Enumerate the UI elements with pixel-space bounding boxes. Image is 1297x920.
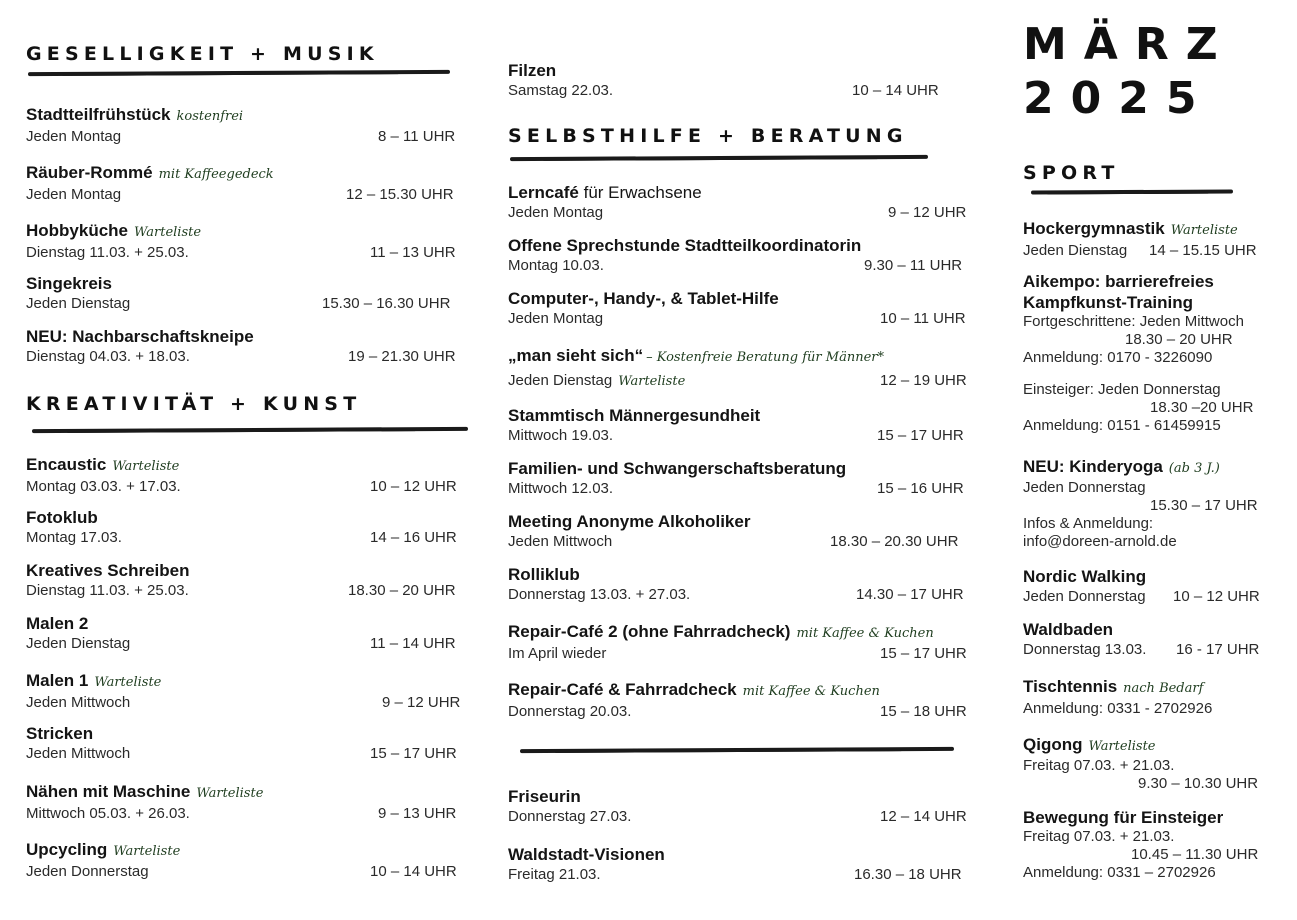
event-filzen (508, 60, 939, 101)
event-time: 9 – 12 UHR (382, 694, 461, 711)
event-day: Jeden Montag (26, 186, 122, 203)
event-day: Montag 17.03. (26, 529, 122, 546)
event-contact: info@doreen-arnold.de (1023, 533, 1177, 550)
event-title: Singekreis (26, 274, 112, 293)
event-time: 15 – 18 UHR (880, 703, 967, 720)
event-title: Meeting Anonyme Alkoholiker (508, 512, 751, 531)
event-time: 11 – 14 UHR (370, 635, 456, 652)
brush-divider (1031, 189, 1233, 194)
event-note: nach Bedarf (1123, 681, 1204, 696)
event-time: 15 – 17 UHR (877, 427, 964, 444)
brush-divider (28, 70, 450, 76)
event-title: Malen 2 (26, 614, 89, 633)
event-time: 18.30 – 20 UHR (1125, 331, 1233, 348)
event-note: Warteliste (94, 675, 162, 690)
event-title: Malen 1 (26, 671, 89, 690)
event-waldbaden (1023, 619, 1260, 660)
event-day: Dienstag 11.03. + 25.03. (26, 582, 189, 599)
event-computer-hilfe (508, 288, 966, 329)
event-nachbarschaftskneipe (26, 326, 456, 367)
event-repair-cafe-2 (508, 621, 967, 664)
event-note: kostenfrei (176, 109, 244, 124)
event-time: 12 – 15.30 UHR (346, 186, 454, 203)
section-title-kreativitaet: KREATIVITÄT + KUNST (26, 393, 362, 415)
event-title: NEU: Nachbarschaftskneipe (26, 327, 254, 346)
event-day: Freitag 21.03. (508, 866, 601, 883)
event-time: 10 – 11 UHR (880, 310, 966, 327)
year-heading: 2025 (1023, 73, 1214, 124)
event-time: 9 – 12 UHR (888, 204, 967, 221)
event-note: – Kostenfreie Beratung für Männer* (646, 350, 884, 365)
event-title: Stammtisch Männergesundheit (508, 406, 761, 425)
event-title: Kreatives Schreiben (26, 561, 190, 580)
event-day: Mittwoch 19.03. (508, 427, 614, 444)
event-malen-1 (26, 670, 461, 713)
event-time: 10 – 14 UHR (852, 82, 939, 99)
event-time: 9 – 13 UHR (378, 805, 457, 822)
event-title-line2: Kampfkunst-Training (1023, 293, 1194, 312)
event-day: Jeden Donnerstag (1023, 588, 1146, 605)
event-title: Computer-, Handy-, & Tablet-Hilfe (508, 289, 779, 308)
event-title: Qigong (1023, 735, 1083, 754)
event-title: Waldbaden (1023, 620, 1114, 639)
event-title: Familien- und Schwangerschaftsberatung (508, 459, 847, 478)
event-malen-2 (26, 613, 456, 654)
event-time: 16.30 – 18 UHR (854, 866, 962, 883)
event-contact: Anmeldung: 0331 - 2702926 (1023, 700, 1213, 717)
event-man-sieht-sich (508, 345, 967, 392)
brush-divider (32, 427, 468, 433)
event-waldstadt-visionen (508, 844, 962, 885)
event-time: 10 – 12 UHR (370, 478, 457, 495)
event-note: mit Kaffee & Kuchen (742, 684, 880, 699)
event-contact: Anmeldung: 0151 - 61459915 (1023, 417, 1221, 434)
event-day: Mittwoch 12.03. (508, 480, 614, 497)
event-fotoklub (26, 507, 457, 548)
event-familienberatung (508, 458, 964, 499)
event-note: Warteliste (134, 225, 202, 240)
event-time: 11 – 13 UHR (370, 244, 456, 261)
event-time: 15 – 17 UHR (370, 745, 457, 762)
event-nordic-walking (1023, 566, 1260, 607)
event-note: Warteliste (1088, 739, 1156, 754)
event-day: Jeden Dienstag (1023, 242, 1128, 259)
event-day: Dienstag 04.03. + 18.03. (26, 348, 190, 365)
event-stricken (26, 723, 457, 764)
event-title: „man sieht sich“ (508, 346, 644, 365)
event-info: Einsteiger: Jeden Donnerstag (1023, 381, 1221, 398)
event-note: Warteliste (113, 844, 181, 859)
event-stadtteilfruehstueck (26, 104, 460, 147)
event-anonyme-alkoholiker (508, 511, 959, 552)
event-title: Repair-Café 2 (ohne Fahrradcheck) (508, 622, 791, 641)
event-time: 15 – 17 UHR (880, 645, 967, 662)
event-time: 10 – 14 UHR (370, 863, 457, 880)
section-title-geselligkeit: GESELLIGKEIT + MUSIK (26, 43, 379, 65)
event-title: Offene Sprechstunde Stadtteilkoordinatorin (508, 236, 862, 255)
event-note: Warteliste (112, 459, 180, 474)
event-title: Hockergymnastik (1023, 219, 1165, 238)
event-title: Repair-Café & Fahrradcheck (508, 680, 737, 699)
event-title-suffix: für Erwachsene (578, 183, 702, 202)
event-title: Stadtteilfrühstück (26, 105, 171, 124)
event-kinderyoga (1023, 456, 1258, 551)
event-tischtennis (1023, 676, 1212, 719)
event-day: Freitag 07.03. + 21.03. (1023, 828, 1175, 845)
event-day: Jeden Mittwoch (508, 533, 613, 550)
event-raeuber-romme (26, 162, 454, 205)
event-time: 14 – 16 UHR (370, 529, 457, 546)
event-day: Jeden Dienstag (26, 295, 131, 312)
event-title: Räuber-Rommé (26, 163, 153, 182)
event-time: 19 – 21.30 UHR (348, 348, 456, 365)
event-info: Infos & Anmeldung: (1023, 515, 1154, 532)
event-title: Tischtennis (1023, 677, 1118, 696)
event-rolliklub (508, 564, 964, 605)
event-singekreis (26, 273, 451, 314)
event-day: Jeden Montag (26, 128, 122, 145)
event-repair-cafe-fahrradcheck (508, 679, 967, 722)
event-naehen-mit-maschine (26, 781, 457, 824)
event-day: Jeden Dienstag (508, 372, 613, 389)
event-day: Dienstag 11.03. + 25.03. (26, 244, 189, 261)
event-time: 15.30 – 17 UHR (1150, 497, 1258, 514)
event-day: Donnerstag 13.03. + 27.03. (508, 586, 691, 603)
event-note: (ab 3 J.) (1168, 461, 1220, 476)
event-day: Jeden Montag (508, 310, 604, 327)
event-sprechstunde (508, 235, 963, 276)
event-contact: Anmeldung: 0170 - 3226090 (1023, 349, 1213, 366)
event-day: Freitag 07.03. + 21.03. (1023, 757, 1175, 774)
brush-divider (510, 155, 928, 161)
event-kreatives-schreiben (26, 560, 456, 601)
event-time: 18.30 – 20 UHR (348, 582, 456, 599)
event-title: Nähen mit Maschine (26, 782, 191, 801)
section-title-sport: SPORT (1023, 162, 1120, 184)
event-note: Warteliste (1170, 223, 1238, 238)
brush-divider (520, 747, 954, 753)
event-title: Rolliklub (508, 565, 580, 584)
event-hockergymnastik (1023, 218, 1257, 261)
event-day: Donnerstag 27.03. (508, 808, 632, 825)
event-time: 10.45 – 11.30 UHR (1131, 846, 1259, 863)
event-day: Donnerstag 20.03. (508, 703, 632, 720)
section-title-selbsthilfe: SELBSTHILFE + BERATUNG (508, 125, 908, 147)
event-friseurin (508, 786, 967, 827)
event-day: Mittwoch 05.03. + 26.03. (26, 805, 190, 822)
event-note: Warteliste (196, 786, 264, 801)
event-time: 14 – 15.15 UHR (1149, 242, 1257, 259)
event-title: Nordic Walking (1023, 567, 1147, 586)
event-day: Jeden Donnerstag (1023, 479, 1146, 496)
event-day: Jeden Mittwoch (26, 694, 131, 711)
event-day: Jeden Donnerstag (26, 863, 149, 880)
event-time: 15 – 16 UHR (877, 480, 964, 497)
event-upcycling (26, 839, 457, 882)
event-contact: Anmeldung: 0331 – 2702926 (1023, 864, 1216, 881)
event-bewegung-einsteiger (1023, 807, 1258, 882)
event-time: 12 – 14 UHR (880, 808, 967, 825)
event-day: Jeden Montag (508, 204, 604, 221)
event-time: 16 - 17 UHR (1176, 641, 1260, 658)
event-day: Im April wieder (508, 645, 607, 662)
event-title: Stricken (26, 724, 94, 743)
event-note: mit Kaffee & Kuchen (796, 626, 934, 641)
event-qigong (1023, 734, 1258, 793)
event-title: Fotoklub (26, 508, 98, 527)
event-note: Warteliste (618, 374, 686, 389)
event-day: Jeden Mittwoch (26, 745, 131, 762)
event-title: Bewegung für Einsteiger (1023, 808, 1224, 827)
event-info: Fortgeschrittene: Jeden Mittwoch (1023, 313, 1244, 330)
event-encaustic (26, 454, 457, 497)
event-title: Friseurin (508, 787, 581, 806)
event-title: Lerncafé (508, 183, 579, 202)
event-time: 12 – 19 UHR (880, 372, 967, 389)
event-title: Encaustic (26, 455, 107, 474)
event-day: Donnerstag 13.03. (1023, 641, 1147, 658)
event-day: Montag 10.03. (508, 257, 604, 274)
event-title: Filzen (508, 61, 557, 80)
event-time: 18.30 – 20.30 UHR (830, 533, 959, 550)
event-time: 14.30 – 17 UHR (856, 586, 964, 603)
event-time: 18.30 –20 UHR (1150, 399, 1254, 416)
event-day: Jeden Dienstag (26, 635, 131, 652)
event-aikempo (1023, 271, 1253, 435)
event-stammtisch (508, 405, 964, 446)
event-hobbykueche (26, 220, 456, 263)
month-heading: MÄRZ (1023, 19, 1235, 70)
event-time: 9.30 – 10.30 UHR (1138, 775, 1259, 792)
event-title: NEU: Kinderyoga (1023, 457, 1163, 476)
event-title: Hobbyküche (26, 221, 129, 240)
event-title: Upcycling (26, 840, 108, 859)
event-day: Samstag 22.03. (508, 82, 614, 99)
event-note: mit Kaffeegedeck (158, 167, 274, 182)
event-time: 9.30 – 11 UHR (864, 257, 963, 274)
event-time: 15.30 – 16.30 UHR (322, 295, 451, 312)
event-day: Montag 03.03. + 17.03. (26, 478, 181, 495)
event-title: Waldstadt-Visionen (508, 845, 665, 864)
event-lerncafe (508, 182, 967, 223)
event-time: 10 – 12 UHR (1173, 588, 1260, 605)
event-title: Aikempo: barrierefreies (1023, 272, 1214, 291)
event-time: 8 – 11 UHR (378, 128, 456, 145)
